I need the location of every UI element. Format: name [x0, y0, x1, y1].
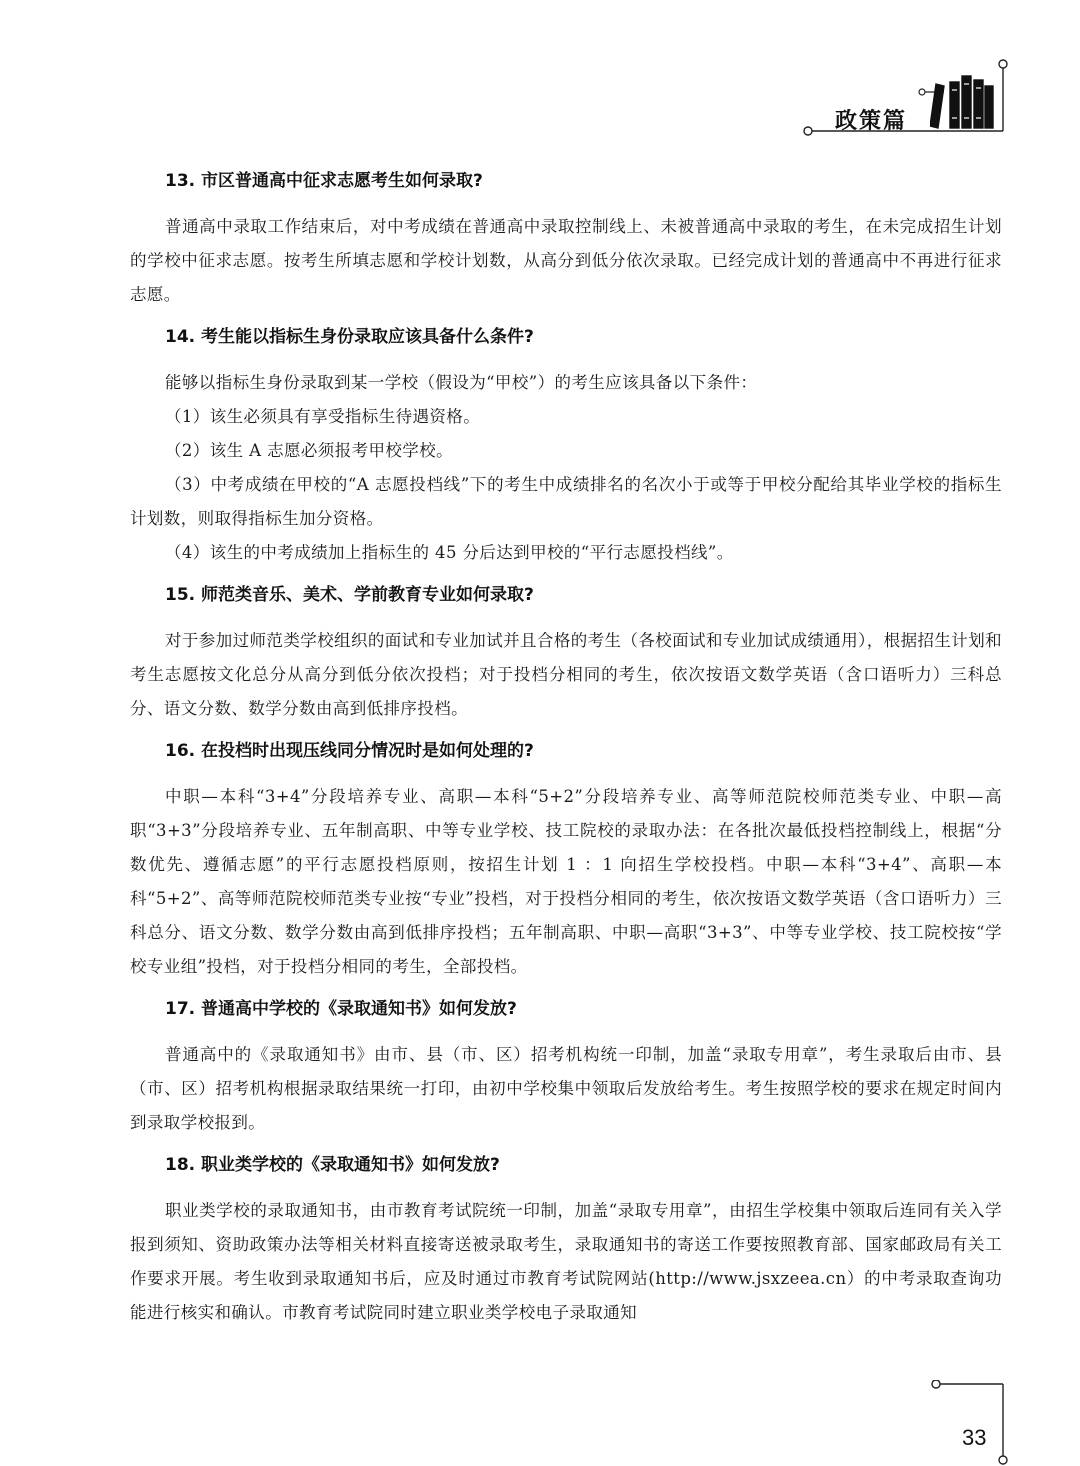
condition-item: （1）该生必须具有享受指标生待遇资格。 — [165, 407, 481, 426]
main-content — [130, 164, 1002, 1338]
question-heading: 17. 普通高中学校的《录取通知书》如何发放? — [165, 999, 517, 1019]
answer-paragraph: 普通高中录取工作结束后，对中考成绩在普通高中录取控制线上、未被普通高中录取的考生，在未完成招生计划的学校中征求志愿。按考生所填志愿和学校计划数，从高分到低分依次录取。已经完成计划的普通高中不再进行征求志愿。 — [130, 217, 1002, 304]
section-14 — [130, 320, 1002, 570]
question-heading: 15. 师范类音乐、美术、学前教育专业如何录取? — [165, 585, 534, 605]
section-16 — [130, 734, 1002, 984]
section-17 — [130, 992, 1002, 1140]
condition-item: （4）该生的中考成绩加上指标生的 45 分后达到甲校的“平行志愿投档线”。 — [165, 543, 734, 562]
question-heading: 16. 在投档时出现压线同分情况时是如何处理的? — [165, 741, 534, 761]
books-icon — [930, 74, 996, 130]
answer-paragraph: 对于参加过师范类学校组织的面试和专业加试并且合格的考生（各校面试和专业加试成绩通用），根据招生计划和考生志愿按文化总分从高分到低分依次投档；对于投档分相同的考生，依次按语文数学英语（含口语听力）三科总分、语文分数、数学分数由高到低排序投档。 — [130, 631, 1002, 718]
header-decoration — [0, 0, 1080, 160]
answer-paragraph: 普通高中的《录取通知书》由市、县（市、区）招考机构统一印制，加盖“录取专用章”，考生录取后由市、县（市、区）招考机构根据录取结果统一打印，由初中学校集中领取后发放给考生。考生按照学校的要求在规定时间内到录取学校报到。 — [130, 1045, 1002, 1132]
condition-item: （2）该生 A 志愿必须报考甲校学校。 — [165, 441, 454, 460]
question-heading: 18. 职业类学校的《录取通知书》如何发放? — [165, 1155, 500, 1175]
footer-decoration — [0, 1380, 1080, 1466]
question-heading: 13. 市区普通高中征求志愿考生如何录取? — [165, 171, 483, 191]
page-number: 33 — [962, 1425, 987, 1450]
question-heading: 14. 考生能以指标生身份录取应该具备什么条件? — [165, 327, 534, 347]
section-15 — [130, 578, 1002, 726]
section-tag: 政策篇 — [835, 108, 908, 134]
section-13 — [130, 164, 1002, 312]
condition-item: （3）中考成绩在甲校的“A 志愿投档线”下的考生中成绩排名的名次小于或等于甲校分配给其毕业学校的指标生计划数，则取得指标生加分资格。 — [130, 475, 1002, 528]
answer-paragraph: 能够以指标生身份录取到某一学校（假设为“甲校”）的考生应该具备以下条件： — [165, 373, 758, 392]
section-18 — [130, 1148, 1002, 1330]
answer-paragraph: 中职—本科“3+4”分段培养专业、高职—本科“5+2”分段培养专业、高等师范院校师范类专业、中职—高职“3+3”分段培养专业、五年制高职、中等专业学校、技工院校的录取办法：在各批次最低投档控制线上，根据“分数优先、遵循志愿”的平行志愿投档原则，按招生计划 1 ：1 向招生学校投档。中职—本科“3+4”、高职—本科“5+2”、高等师范院校师范类专业按“专业”投档，对于投档分相同的考生，依次按语文数学英语（含口语听力）三科总分、语文分数、数学分数由高到低排序投档；五年制高职、中职—高职“3+3”、中等专业学校、技工院校按“学校专业组”投档，对于投档分相同的考生，全部投档。 — [130, 787, 1002, 976]
answer-paragraph: 职业类学校的录取通知书，由市教育考试院统一印制，加盖“录取专用章”，由招生学校集中领取后连同有关入学报到须知、资助政策办法等相关材料直接寄送被录取考生，录取通知书的寄送工作要按照教育部、国家邮政局有关工作要求开展。考生收到录取通知书后，应及时通过市教育考试院网站(http://www.jsxzeea.cn）的中考录取查询功能进行核实和确认。市教育考试院同时建立职业类学校电子录取通知 — [130, 1201, 1002, 1322]
